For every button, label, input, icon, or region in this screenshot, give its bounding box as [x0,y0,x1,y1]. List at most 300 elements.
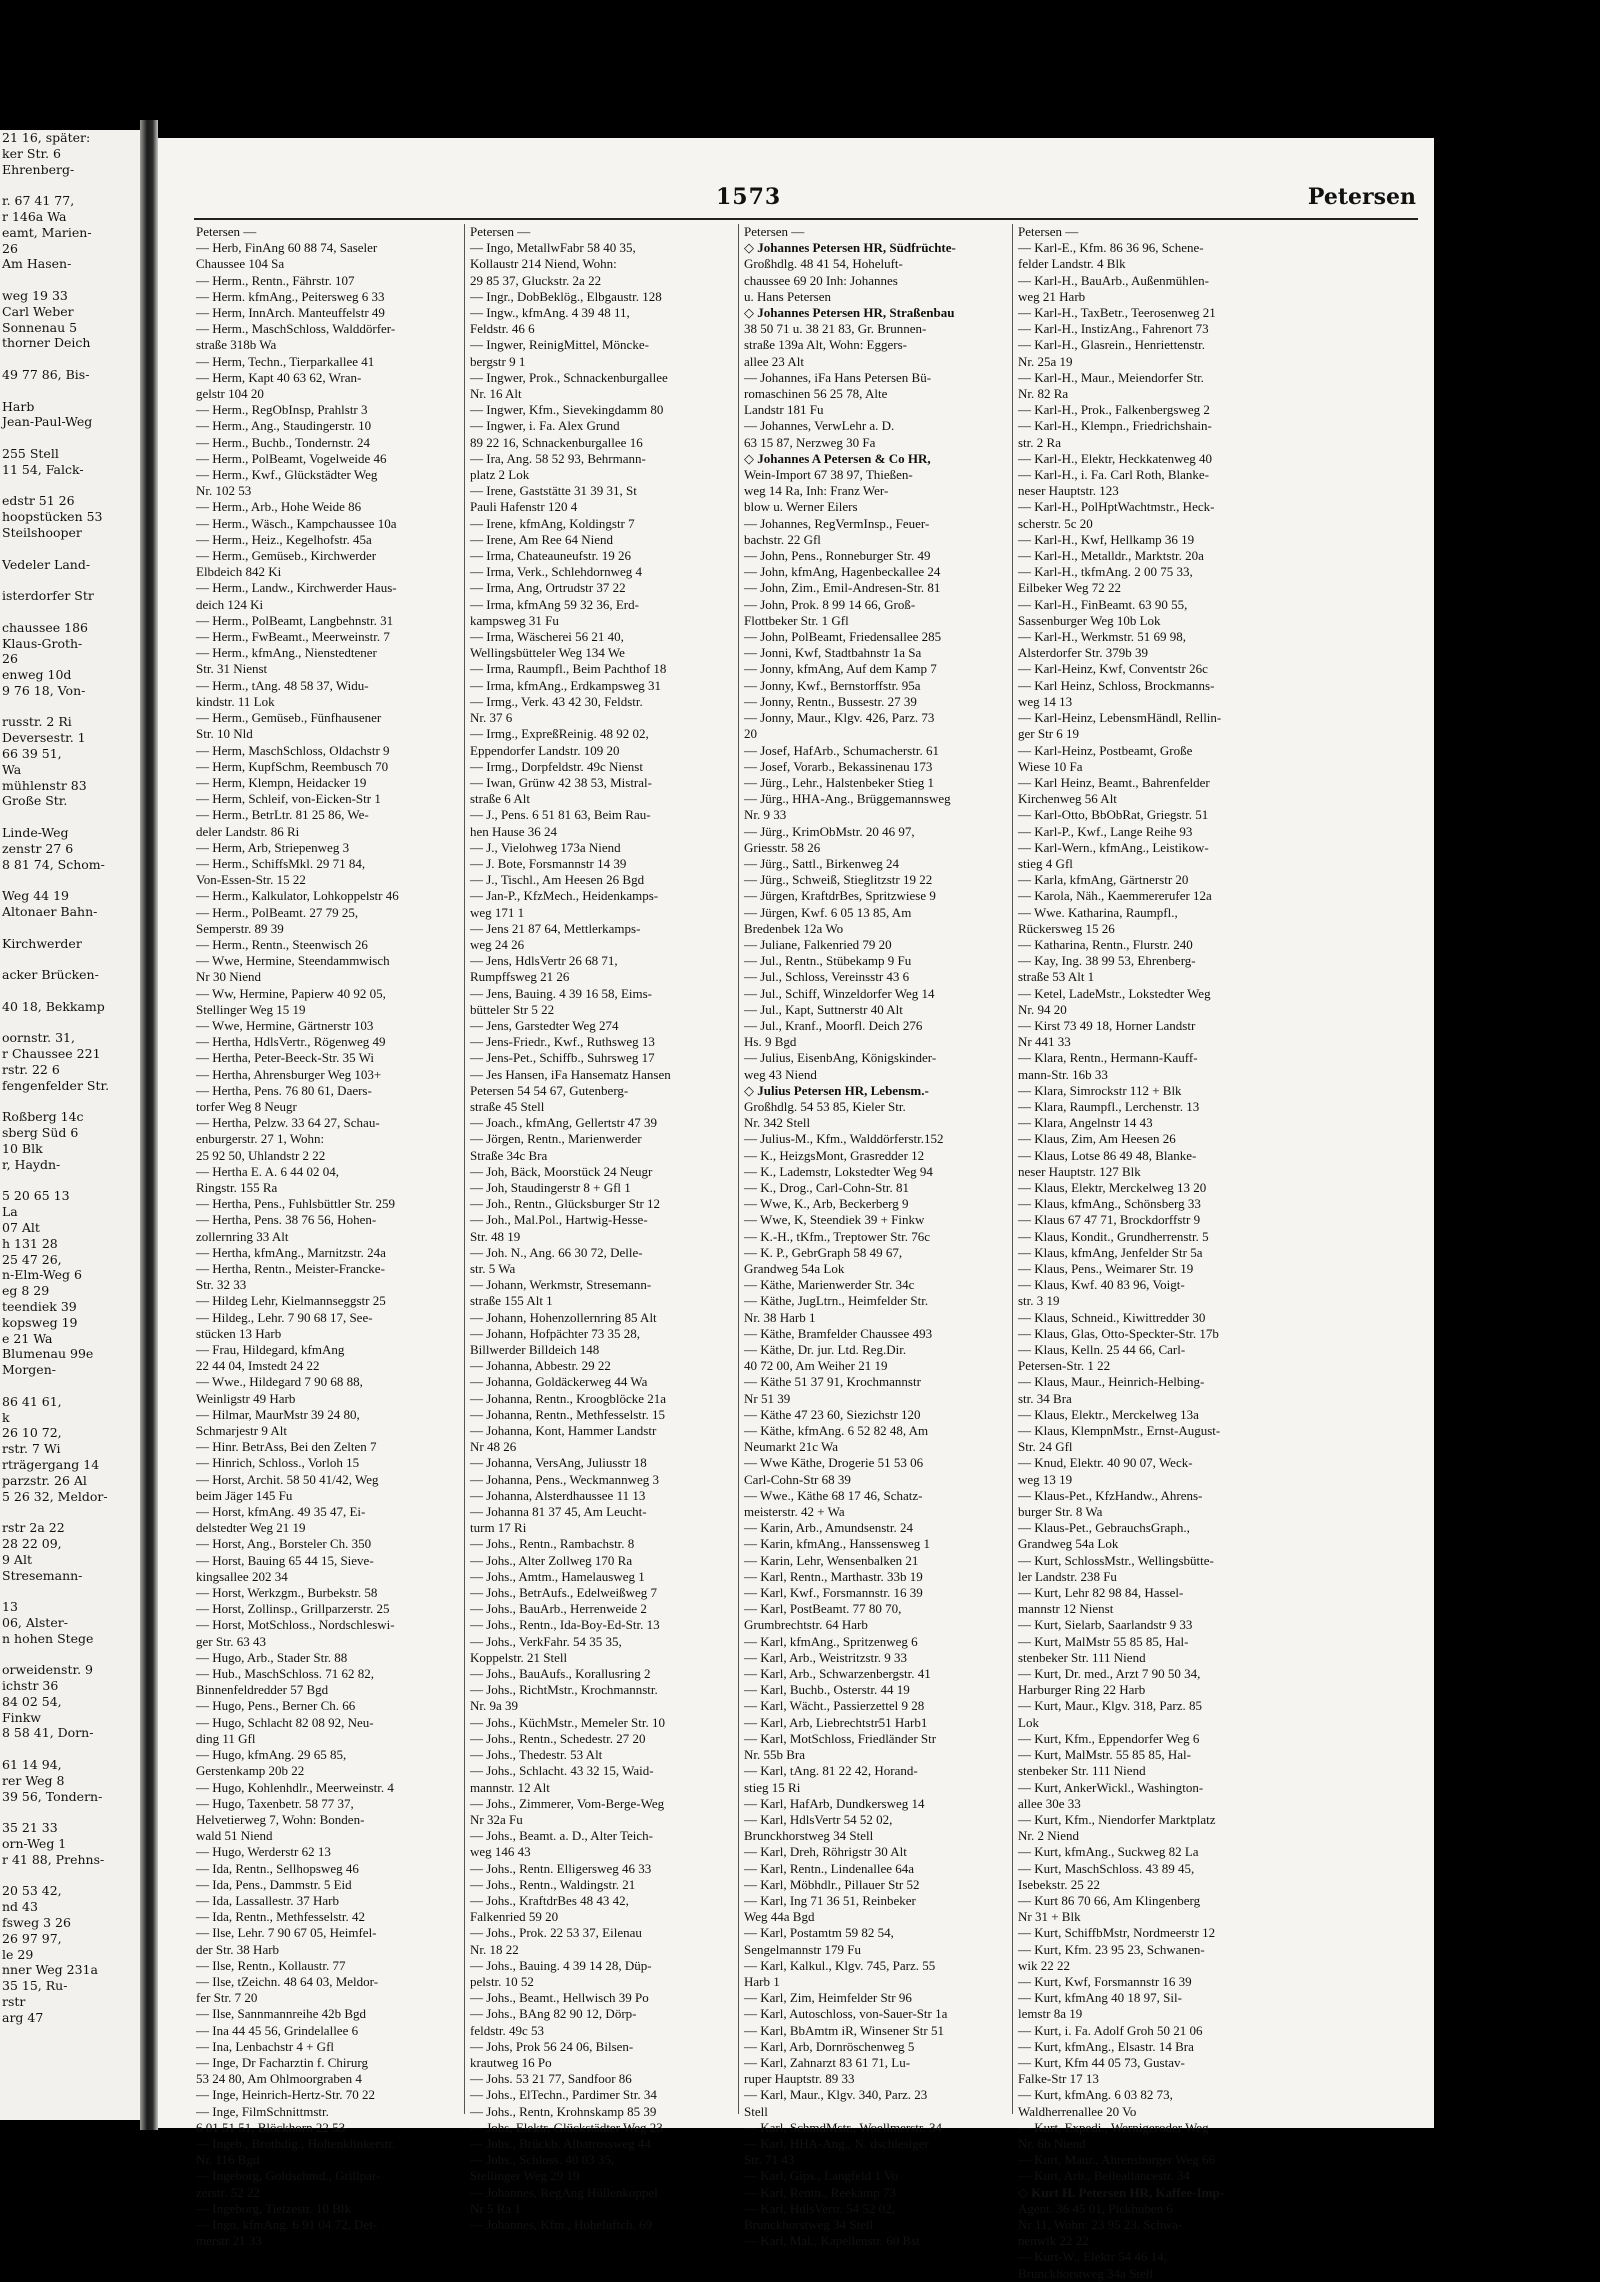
directory-entry-line: Alsterdorfer Str. 379b 39 [1018,645,1148,661]
directory-entry-line: allee 23 Alt [744,353,804,369]
directory-entry-line: — Klaus-Pet., GebrauchsGraph., [1018,1520,1190,1536]
facing-page-line: 5 26 32, Meldor- [2,1488,108,1504]
directory-entry-line: — Jürg., HHA-Ang., Brüggemannsweg [744,791,951,807]
directory-entry-line: — Jens, Bauing. 4 39 16 58, Eims- [470,985,652,1001]
directory-entry-line: — Karl, Kwf., Forsmannstr. 16 39 [744,1585,923,1601]
directory-entry-line: Rumpffsweg 21 26 [470,969,570,985]
directory-entry-line: — Ingw., kfmAng. 4 39 48 11, [470,305,630,321]
directory-entry-line: — Wwe, K, Steendiek 39 + Finkw [744,1212,925,1228]
directory-entry-line: — Jonni, Kwf, Stadtbahnstr 1a Sa [744,645,922,661]
directory-entry-line: — Horst, Werkzgm., Burbekstr. 58 [196,1585,378,1601]
directory-entry-line: Chaussee 104 Sa [196,256,285,272]
directory-entry-line: — Karl-H., Metalldr., Marktstr. 20a [1018,548,1204,564]
directory-entry-line: — Karola, Näh., Kaemmererufer 12a [1018,888,1212,904]
directory-entry-line: Pauli Hafenstr 120 4 [470,499,578,515]
directory-entry-line: — Jonny, kfmAng, Auf dem Kamp 7 [744,661,937,677]
directory-entry-line: mannstr 12 Nienst [1018,1601,1114,1617]
directory-entry-line: — Jens, Garstedter Weg 274 [470,1017,619,1033]
directory-entry-line: — K., Lademstr, Lokstedter Weg 94 [744,1163,933,1179]
facing-page-line: zenstr 27 6 [2,840,74,856]
directory-entry-line: — Horst, kfmAng. 49 35 47, Ei- [196,1504,366,1520]
directory-entry-line: ger Str. 63 43 [196,1633,267,1649]
directory-entry-line: stieg 15 Ri [744,1779,801,1795]
directory-entry-line: kampsweg 31 Fu [470,612,559,628]
directory-entry-line: Semperstr. 89 39 [196,920,284,936]
directory-entry-line: — Johs., Amtm., Hamelausweg 1 [470,1568,645,1584]
directory-entry-line: — Herm., Heiz., Kegelhofstr. 45a [196,531,372,547]
directory-entry-line: — Klaus, Zim, Am Heesen 26 [1018,1131,1176,1147]
directory-entry-line: — Kurt, kfmAng., Suckweg 82 La [1018,1844,1199,1860]
directory-entry-line: — John, PolBeamt, Friedensallee 285 [744,629,942,645]
directory-entry-line: — Klaus, KlempnMstr., Ernst-August- [1018,1423,1221,1439]
directory-entry-line: Nr. 2 Niend [1018,1828,1080,1844]
directory-entry-line: Großhdlg. 48 41 54, Hoheluft- [744,256,903,272]
directory-entry-line: — Karin, Lehr, Wensenbalken 21 [744,1552,919,1568]
directory-entry-line: — Johann, Hohenzollernring 85 Alt [470,1309,657,1325]
directory-entry-line: Nr. 82 Ra [1018,386,1069,402]
directory-entry-line: Grandweg 54a Lok [744,1261,845,1276]
facing-page-line: sberg Süd 6 [2,1125,79,1141]
directory-entry-line: — Karin, Arb., Amundsenstr. 24 [744,1520,913,1536]
facing-page-line: parzstr. 26 Al [2,1472,87,1488]
directory-entry-line: — Karl-Otto, BbObRat, Griegstr. 51 [1018,807,1209,823]
directory-entry-line: burger Str. 8 Wa [1018,1504,1103,1520]
facing-page-line: Am Hasen- [2,256,72,272]
directory-entry-line: — Herm., Arb., Hohe Weide 86 [196,499,362,515]
column-header: Petersen — [470,224,531,239]
directory-entry-line: Stellinger Weg 15 19 [196,1001,306,1017]
directory-entry-line: — Klaus, Elektr., Merckelweg 13a [1018,1406,1199,1422]
directory-entry-line: — Karl-H., TaxBetr., Teerosenweg 21 [1018,305,1216,321]
directory-entry-line: — Inge, FilmSchnittmstr. [196,2103,329,2119]
directory-entry-line: — Wwe., Käthe 68 17 46, Schatz- [744,1487,923,1503]
directory-entry-line: — Johs., BAng 82 90 12, Dörp- [470,2006,637,2022]
directory-entry-line: — Karl Heinz, Schloss, Brockmanns- [1018,677,1215,693]
directory-entry-line: — Klaus, Elektr, Merckelweg 13 20 [1018,1179,1207,1195]
directory-entry-line: — Karla, kfmAng, Gärtnerstr 20 [1018,872,1189,888]
directory-entry-line: neser Hauptstr. 127 Blk [1018,1163,1141,1179]
facing-page-line: 07 Alt [2,1219,40,1235]
directory-entry-line: — Kurt, MaschSchloss. 43 89 45, [1018,1860,1195,1876]
directory-entry-line: — Karl-Heinz, Postbeamt, Große [1018,742,1193,758]
directory-entry-line: — Johannes, Kfm., Hoheluftch. 69 [470,2216,652,2232]
directory-entry-line: — Käthe, Dr. jur. Ltd. Reg.Dir. [744,1342,907,1358]
directory-entry-line: Nr 11, Wohn: 23 95 23, Schwa- [1018,2216,1183,2232]
facing-page-line [0,1378,140,1394]
facing-page-line: r, Haydn- [2,1156,61,1172]
directory-entry-line: allee 30e 33 [1018,1795,1081,1811]
directory-entry-line: — Hildeg., Lehr. 7 90 68 17, See- [196,1309,373,1325]
directory-entry-line: — Klaus 67 47 71, Brockdorffstr 9 [1018,1212,1201,1228]
facing-page-line: orn-Weg 1 [2,1836,67,1852]
directory-entry-line: weg 14 13 [1018,693,1073,709]
directory-entry-line: Nr. 37 6 [470,710,513,726]
directory-entry-line: — Kurt, SchiffbMstr, Nordmeerstr 12 [1018,1925,1216,1941]
directory-entry-line: — Jens, HdlsVertr 26 68 71, [470,953,618,969]
facing-page-line: 5 20 65 13 [2,1188,70,1204]
directory-entry-line: — Karl, Wächt., Passierzettel 9 28 [744,1698,925,1714]
directory-entry-line: — Karl-Wern., kfmAng., Leistikow- [1018,839,1209,855]
directory-entry-line: — Jonny, Maur., Klgv. 426, Parz. 73 [744,710,935,726]
directory-entry-line: Binnenfeldredder 57 Bgd [196,1682,329,1698]
directory-entry-line: — Herm., Landw., Kirchwerder Haus- [196,580,397,596]
directory-entry-line: bachstr. 22 Gfl [744,531,821,547]
directory-entry-line: Wein-Import 67 38 97, Thießen- [744,467,913,483]
directory-entry-line: — Johs., Rentn., Waldingstr. 21 [470,1876,636,1892]
directory-entry-line: — Jul., Schiff, Winzeldorfer Weg 14 [744,985,935,1001]
facing-page-line [0,177,140,193]
directory-entry-line: Agent. 36 45 01, Pickhuben 6 [1018,2200,1173,2216]
directory-entry-line: ◇ Julius Petersen HR, Lebensm.- [744,1082,929,1098]
directory-entry-line: — Kurt, kfmAng. 6 03 82 73, [1018,2087,1173,2103]
directory-entry-line: — Karl, Gips., Langfeld 1 Vo [744,2168,899,2184]
directory-entry-line: zollernring 33 Alt [196,1228,289,1244]
book-gutter [140,120,158,2130]
facing-page-line: oornstr. 31, [2,1030,75,1046]
directory-entry-line: — Johs., VerkFahr. 54 35 35, [470,1633,622,1649]
directory-entry-line: — Karl-H., Klempn., Friedrichshain- [1018,418,1212,434]
facing-page-line: 40 18, Bekkamp [2,998,105,1014]
directory-entry-line: — Karl, SchmdMstr., Woellmerstr. 34 [744,2119,943,2135]
directory-entry-line: — Ingwer, Prok., Schnackenburgallee [470,369,668,385]
directory-entry-line: — Irma, Verk., Schlehdornweg 4 [470,564,642,580]
facing-page-line [0,1583,140,1599]
directory-entry-line: — K. P., GebrGraph 58 49 67, [744,1244,903,1260]
directory-entry-line: — Karl, HdlsVertr 54 52 02, [744,1811,893,1827]
directory-entry-line: weg 146 43 [470,1844,531,1860]
directory-entry-line: — J., Vielohweg 173a Niend [470,839,621,855]
directory-entry-line: Nr. 102 53 [196,483,252,499]
directory-entry-line: Waldherrenallee 20 Vo [1018,2103,1137,2119]
directory-entry-line: — Irma, Ang, Ortrudstr 37 22 [470,580,626,596]
directory-entry-line: — Johs, Elektr, Glückstädter Weg 23 [470,2119,663,2135]
directory-entry-line: — K., Drog., Carl-Cohn-Str. 81 [744,1179,910,1195]
directory-entry-line: Grumbrechtstr. 64 Harb [744,1617,868,1633]
facing-page-line: 11 54, Falck- [2,461,84,477]
directory-entry-line: — Ingr., DobBeklög., Elbgaustr. 128 [470,288,662,304]
directory-entry-line: — Joh, Staudingerstr 8 + Gfl 1 [470,1179,631,1195]
directory-entry-line: — Kurt, MalMstr. 55 85 85, Hal- [1018,1747,1191,1763]
directory-entry-line: bergstr 9 1 [470,353,526,369]
facing-page-line: Steilshooper [2,524,82,540]
directory-entry-line: — Karl, Arb, Dornröschenweg 5 [744,2038,915,2054]
directory-entry-line: enburgerstr. 27 1, Wohn: [196,1131,325,1147]
directory-entry-line: Hs. 9 Bgd [744,1034,797,1050]
directory-entry-line: wald 51 Niend [196,1828,273,1844]
directory-entry-line: Petersen-Str. 1 22 [1018,1358,1111,1374]
directory-entry-line: — Kurt, SchlossMstr., Wellingsbütte- [1018,1552,1214,1568]
directory-entry-line: — Herm., Buchb., Tondernstr. 24 [196,434,370,450]
directory-entry-line: — Johs., Rentn., Rambachstr. 8 [470,1536,635,1552]
directory-entry-line: — Irene, kfmAng, Koldingstr 7 [470,515,635,531]
facing-page-line: 13 [2,1599,18,1615]
directory-entry-line: feldstr. 49c 53 [470,2022,545,2038]
directory-entry-line: 6 01 51 51, Blöckhorn 22 53 [196,2119,346,2135]
directory-entry-line: — Kay, Ing. 38 99 53, Ehrenberg- [1018,953,1196,969]
directory-entry-line: — Karl, Mal., Kapellenstr. 60 Bst [744,2233,920,2249]
directory-entry-line: str. 3 19 [1018,1293,1060,1309]
directory-entry-line: — Karl-H., Werkmstr. 51 69 98, [1018,629,1187,645]
directory-entry-line: Straße 34c Bra [470,1147,548,1163]
directory-entry-line: — John, kfmAng, Hagenbeckallee 24 [744,564,941,580]
facing-page-line: 26 10 72, [2,1425,62,1441]
directory-entry-line: Nr 441 33 [1018,1034,1071,1050]
directory-entry-line: — Herm., BetrLtr. 81 25 86, We- [196,807,369,823]
directory-entry-line: — Ingo, kfmAng. 6 91 04 72, Det- [196,2216,378,2232]
directory-entry-line: — Klara, Angelnstr 14 43 [1018,1115,1153,1131]
facing-page-line [0,383,140,399]
directory-entry-line: — Käthe, JugLtrn., Heimfelder Str. [744,1293,929,1309]
directory-entry-line: — Klara, Simrockstr 112 + Blk [1018,1082,1182,1098]
directory-entry-line: — J., Pens. 6 51 81 63, Beim Rau- [470,807,651,823]
directory-entry-line: der Str. 38 Harb [196,1941,280,1957]
directory-entry-line: Neumarkt 21c Wa [744,1439,839,1455]
directory-entry-line: kindstr. 11 Lok [196,693,275,709]
directory-entry-line: — Hinr. BetrAss, Bei den Zelten 7 [196,1439,377,1455]
directory-entry-line: — Jul., Schloss, Vereinsstr 43 6 [744,969,910,985]
facing-page-line: 10 Blk [2,1141,43,1156]
directory-entry-line: fer Str. 7 20 [196,1990,258,2006]
facing-page-line [0,951,140,967]
directory-entry-line: weg 171 1 [470,904,525,920]
directory-entry-line: — John, Pens., Ronneburger Str. 49 [744,548,931,564]
facing-page-line: Harb [2,398,35,414]
directory-entry-line: mann-Str. 16b 33 [1018,1066,1108,1082]
directory-entry-line: 22 44 04, Imstedt 24 22 [196,1358,320,1374]
facing-page-line: chaussee 186 [2,619,89,635]
directory-entry-line: — Jens-Pet., Schiffb., Suhrsweg 17 [470,1050,655,1066]
directory-entry-line: — Ira, Ang. 58 52 93, Behrmann- [470,450,646,466]
directory-entry-line: — Irmg., Dorpfeldstr. 49c Nienst [470,758,643,774]
directory-entry-line: ler Landstr. 238 Fu [1018,1568,1117,1584]
directory-entry-line: Brunckhorstweg 34 Stell [744,2216,874,2232]
directory-page [158,138,1434,2281]
directory-entry-line: — Joach., kfmAng, Gellertstr 47 39 [470,1115,658,1131]
facing-page-line: 26 97 97, [2,1930,62,1946]
directory-entry-line: — Karl-H., InstizAng., Fahrenort 73 [1018,321,1209,337]
directory-entry-line: ◇ Johannes Petersen HR, Südfrüchte- [744,240,956,256]
directory-entry-line: — Kurt 86 70 66, Am Klingenberg [1018,1892,1201,1908]
facing-page-line: n-Elm-Weg 6 [2,1267,82,1283]
directory-entry-line: Isebekstr. 25 22 [1018,1876,1100,1892]
directory-entry-line: — Inge, Heinrich-Hertz-Str. 70 22 [196,2087,376,2103]
directory-entry-line: 25 92 50, Uhlandstr 2 22 [196,1147,326,1163]
directory-entry-line: — Johs., Schlacht. 43 32 15, Waid- [470,1763,654,1779]
directory-entry-line: str. 5 Wa [470,1261,516,1276]
directory-entry-line: — Karl-E., Kfm. 86 36 96, Schene- [1018,240,1204,256]
facing-page-line: 26 [2,651,18,667]
facing-page-line [0,541,140,557]
directory-entry-line: straße 45 Stell [470,1098,545,1114]
facing-page-line: La [2,1204,18,1220]
facing-page-line: e 21 Wa [2,1330,53,1346]
directory-entry-line: — Johs., Rentn, Krohnskamp 85 39 [470,2103,657,2119]
directory-entry-line: Nr 5 Ra 1 [470,2200,521,2216]
directory-entry-line: — Jan-P., KfzMech., Heidenkamps- [470,888,659,904]
directory-entry-line: Nr 30 Niend [196,969,261,985]
directory-entry-line: chaussee 69 20 Inh: Johannes [744,272,898,288]
directory-entry-line: — Horst, Ang., Borsteler Ch. 350 [196,1536,372,1552]
directory-entry-line: — Kurt, AnkerWickl., Washington- [1018,1779,1204,1795]
facing-page-line: rstr 2a 22 [2,1520,65,1536]
facing-page-line: 26 [2,240,18,256]
directory-entry-line: — Herm. kfmAng., Peitersweg 6 33 [196,288,385,304]
column-header: Petersen — [196,224,257,239]
directory-entry-line: — Ina, Lenbachstr 4 + Gfl [196,2038,335,2054]
facing-page-line [0,1094,140,1110]
directory-entry-line: — Johanna, Pens., Weckmannweg 3 [470,1471,659,1487]
directory-entry-line: — Herm, KupfSchm, Reembusch 70 [196,758,389,774]
facing-page-line: rstr [2,1994,26,2010]
directory-entry-line: Billwerder Billdeich 148 [470,1342,600,1358]
facing-page-line: eg 8 29 [2,1283,50,1299]
directory-entry-line: — Kurt, Maur., Klgv. 318, Parz. 85 [1018,1698,1203,1714]
directory-entry-line: — Hertha E. A. 6 44 02 04, [196,1163,339,1179]
directory-entry-line: krautweg 16 Po [470,2054,552,2070]
directory-entry-line: — Horst, Zollinsp., Grillparzerstr. 25 [196,1601,390,1617]
directory-entry-line: Nr 31 + Blk [1018,1909,1081,1925]
directory-entry-line: — Kurt, Kfm 44 05 73, Gustav- [1018,2054,1185,2070]
directory-entry-line: — Kurt, i. Fa. Adolf Groh 50 21 06 [1018,2022,1203,2038]
directory-entry-line: — Inge, Dr Facharztin f. Chirurg [196,2054,368,2070]
directory-entry-line: — Hertha, Pens. 76 80 61, Daers- [196,1082,372,1098]
directory-entry-line: — Herb, FinAng 60 88 74, Saseler [196,240,378,256]
directory-entry-line: — Johs, Prok 56 24 06, Bilsen- [470,2038,634,2054]
facing-page-line [0,920,140,936]
directory-entry-line: — Klaus, Maur., Heinrich-Helbing- [1018,1374,1205,1390]
directory-entry-line: — Jürgen, Kwf. 6 05 13 85, Am [744,904,912,920]
directory-entry-line: — Herm, InnArch. Manteuffelstr 49 [196,305,385,321]
directory-entry-line: Eilbeker Weg 72 22 [1018,580,1122,596]
directory-entry-line: — Frau, Hildegard, kfmAng [196,1342,345,1358]
directory-entry-line: — Karl-H., BauArb., Außenmühlen- [1018,272,1209,288]
directory-entry-line: — Karl, Zahnarzt 83 61 71, Lu- [744,2054,911,2070]
directory-entry-line: — Karl, Rentn., Reekamp 73 [744,2184,896,2200]
directory-entry-line: — Hugo, Pens., Berner Ch. 66 [196,1698,356,1714]
directory-entry-line: — Karl, BbAmtm iR, Winsener Str 51 [744,2022,945,2038]
facing-page-line: Ehrenberg- [2,161,75,177]
directory-entry-line: — Kurt, Kfm. 23 95 23, Schwanen- [1018,1941,1205,1957]
directory-entry-line: Großhdlg. 54 53 85, Kieler Str. [744,1098,906,1114]
directory-entry-line: — Klaus, Lotse 86 49 48, Blanke- [1018,1147,1197,1163]
directory-entry-line: — Klaus-Pet., KfzHandw., Ahrens- [1018,1487,1203,1503]
directory-entry-line: Landstr 181 Fu [744,402,824,418]
facing-page-line: 21 16, später: [2,130,91,145]
directory-entry-line: — Johannes, iFa Hans Petersen Bü- [744,369,932,385]
directory-entry-line: — Juliane, Falkenried 79 20 [744,936,892,952]
directory-entry-line: — Johs., Zimmerer, Vom-Berge-Weg [470,1795,665,1811]
facing-page-line: h 131 28 [2,1235,58,1251]
directory-entry-line: — Hugo, Schlacht 82 08 92, Neu- [196,1714,374,1730]
directory-entry-line: straße 318b Wa [196,337,277,353]
facing-page-line [0,1868,140,1884]
directory-entry-line: — Irma, Raumpfl., Beim Pachthof 18 [470,661,667,677]
directory-entry-line: — Hertha, HdlsVertr., Rögenweg 49 [196,1034,386,1050]
directory-entry-line: — Horst, Archit. 58 50 41/42, Weg [196,1471,379,1487]
facing-page-line: Jean-Paul-Weg [2,414,93,430]
directory-entry-line: Str. 10 Nld [196,726,253,742]
directory-entry-line: — Jürg., Lehr., Halstenbeker Stieg 1 [744,774,935,790]
directory-entry-line: Str. 71 43 [744,2152,795,2168]
directory-column-1 [196,224,484,2249]
directory-entry-line: ruper Hauptstr. 89 33 [744,2071,855,2087]
facing-page-line [0,872,140,888]
directory-entry-line: lemstr 8a 19 [1018,2006,1083,2022]
directory-entry-line: — Herm, Techn., Tierparkallee 41 [196,353,375,369]
facing-page-line: 28 22 09, [2,1535,62,1551]
directory-entry-line: — Wwe Käthe, Drogerie 51 53 06 [744,1455,924,1471]
directory-entry-line: — Kurt, Kfm., Eppendorfer Weg 6 [1018,1730,1200,1746]
directory-entry-line: — Karl-H., PolHptWachtmstr., Heck- [1018,499,1215,515]
facing-page-line: Weg 44 19 [2,888,69,904]
directory-entry-line: — Klara, Raumpfl., Lerchenstr. 13 [1018,1098,1200,1114]
directory-entry-line: Schmarjestr 9 Alt [196,1423,287,1439]
directory-entry-line: — Karl-H., tkfmAng. 2 00 75 33, [1018,564,1193,580]
directory-entry-line: — Herm, Kapt 40 63 62, Wran- [196,369,362,385]
facing-page-line: 06, Alster- [2,1614,68,1630]
directory-column-3 [744,224,1032,2249]
directory-entry-line: — Joh., Mal.Pol., Hartwig-Hesse- [470,1212,648,1228]
directory-entry-line: Nr. 116 Bgd [196,2152,260,2168]
facing-page-line: r Chaussee 221 [2,1046,101,1062]
directory-entry-line: — Johs., RichtMstr., Krochmannstr. [470,1682,658,1698]
directory-entry-line: Griesstr. 58 26 [744,839,821,855]
directory-entry-line: Grandweg 54a Lok [1018,1536,1119,1552]
directory-entry-line: — Johs., KraftdrBes 48 43 42, [470,1892,629,1908]
directory-entry-line: Kollaustr 214 Niend, Wohn: [470,256,617,272]
directory-entry-line: — Irma, kfmAng., Erdkampsweg 31 [470,677,661,693]
directory-entry-line: 63 15 87, Nerzweg 30 Fa [744,434,876,450]
facing-page-line [0,809,140,825]
directory-entry-line: — Karl, Rentn., Marthastr. 33b 19 [744,1568,923,1584]
directory-entry-line: weg 43 Niend [744,1066,817,1082]
directory-entry-line: — Karl-H., Prok., Falkenbergsweg 2 [1018,402,1210,418]
directory-entry-line: — Herm, Schleif, von-Eicken-Str 1 [196,791,381,807]
directory-entry-line: — Karl-H., FinBeamt. 63 90 55, [1018,596,1188,612]
directory-entry-line: — Ilse, Rentn., Kollaustr. 77 [196,1957,346,1973]
facing-page-line [0,430,140,446]
directory-entry-line: weg 21 Harb [1018,288,1086,304]
directory-entry-line: — Katharina, Rentn., Flurstr. 240 [1018,936,1193,952]
directory-entry-line: Nr. 9 33 [744,807,787,823]
facing-page-line: 39 56, Tondern- [2,1788,103,1804]
directory-entry-line: — Horst, MotSchloss., Nordschleswi- [196,1617,395,1633]
facing-page-line: Linde-Weg [2,825,69,841]
directory-entry-line: ◇ Johannes Petersen HR, Straßenbau [744,305,955,321]
directory-entry-line: — Jul., Rentn., Stübekamp 9 Fu [744,953,912,969]
directory-entry-line: Weg 44a Bgd [744,1909,815,1925]
directory-entry-line: — Johs., BetrAufs., Edelweißweg 7 [470,1585,658,1601]
directory-entry-line: — Jürgen, KraftdrBes, Spritzwiese 9 [744,888,936,904]
facing-page-line: acker Brücken- [2,967,99,983]
directory-entry-line: — Johanna, Alsterdhaussee 11 13 [470,1487,646,1503]
directory-entry-line: weg 24 26 [470,936,525,952]
directory-entry-line: stenbeker Str. 111 Niend [1018,1763,1146,1779]
directory-entry-line: — Johanna, Goldäckerweg 44 Wa [470,1374,648,1390]
facing-page-line: 61 14 94, [2,1757,62,1773]
directory-entry-line: Lok [1018,1714,1039,1730]
directory-entry-line: Nr. 9a 39 [470,1698,519,1714]
facing-page-line: nner Weg 231a [2,1962,98,1978]
facing-page-line: rträgergang 14 [2,1456,100,1472]
directory-entry-line: — Karl-H., Maur., Meiendorfer Str. [1018,369,1204,385]
directory-entry-line: Brunckhorstweg 34 Stell [744,1828,874,1844]
facing-page-line: teendiek 39 [2,1298,77,1314]
directory-entry-line: — Ida, Lassallestr. 37 Harb [196,1892,339,1908]
directory-entry-line: — Karl, HdlsVertr. 54 52 02, [744,2200,895,2216]
facing-page-line: 35 21 33 [2,1820,58,1836]
directory-entry-line: — Karl, Maur., Klgv. 340, Parz. 23 [744,2087,928,2103]
